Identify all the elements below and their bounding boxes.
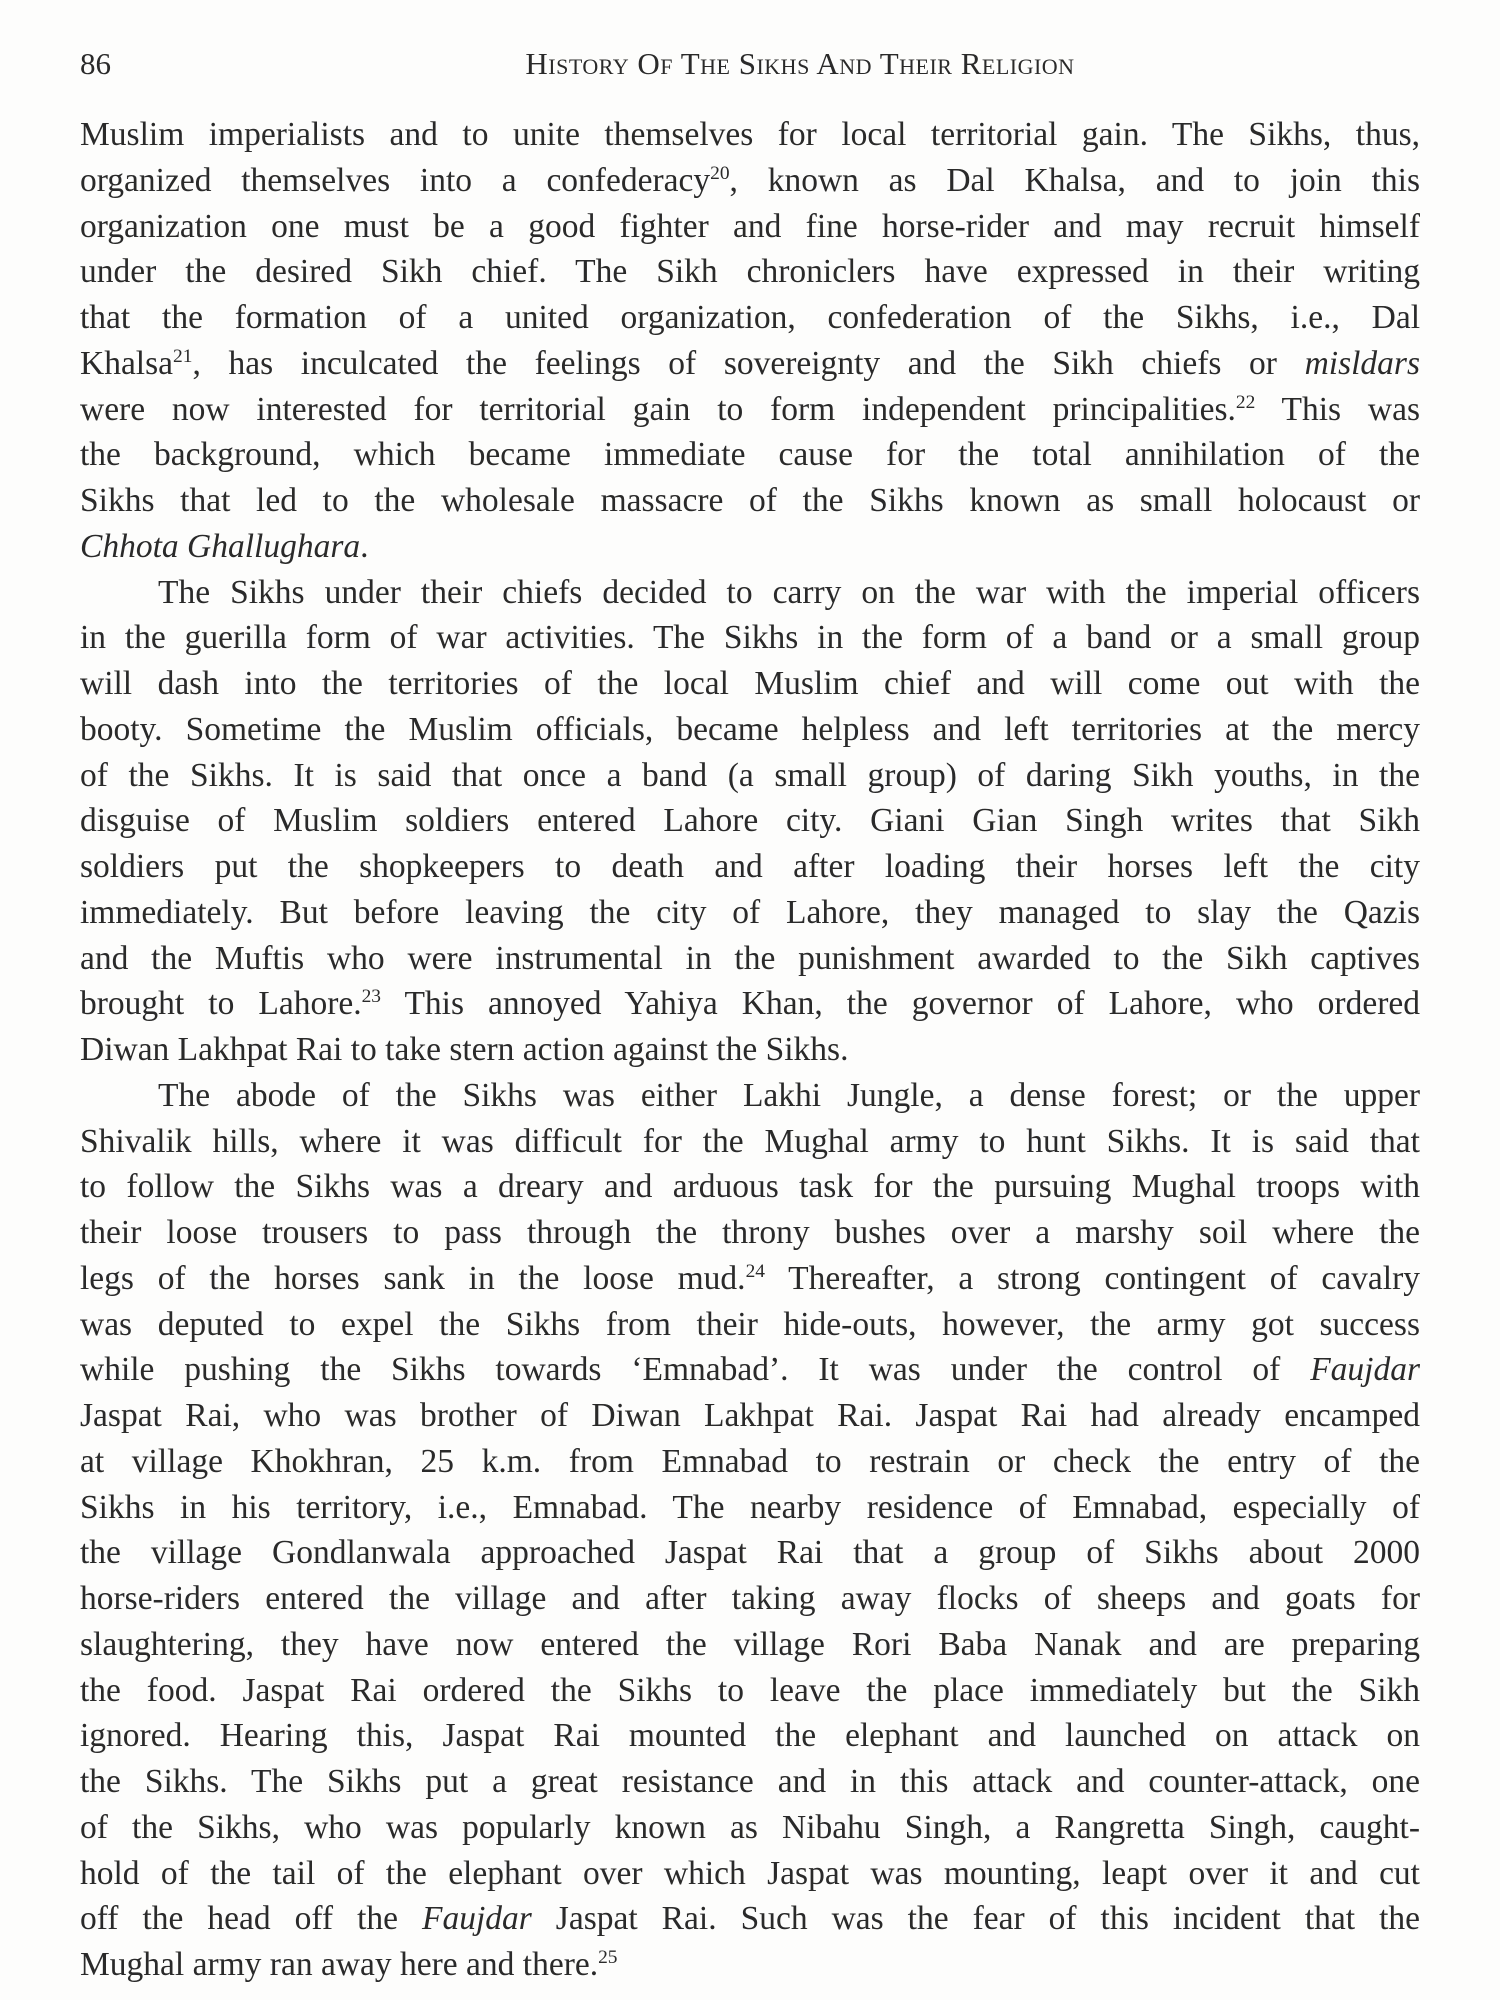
text-line: organization one must be a good fighter and fine horse-rider and may recruit himself [80,207,1420,245]
text-line: Sikhs in his territory, i.e., Emnabad. The nearby residence of Emnabad, especially of [80,1488,1420,1526]
text-line: ignored. Hearing this, Jaspat Rai mounted the elephant and launched on attack on [80,1717,1420,1755]
text-line: were now interested for territorial gain to form independent principalities.$^{22}$ This was [80,390,1420,428]
text-line: Shivalik hills, where it was difficult for the Mughal army to hunt Sikhs. It is said that [80,1122,1420,1160]
text-line: hold of the tail of the elephant over which Jaspat was mounting, leapt over it and cut [80,1854,1420,1892]
italic-term: Faujdar [422,1900,532,1938]
paragraph-3 [80,1073,1420,1988]
text-line: Muslim imperialists and to unite themselves for local territorial gain. The Sikhs, thus, [80,116,1420,153]
text-line: of the Sikhs, who was popularly known as Nibahu Singh, a Rangretta Singh, caught- [80,1808,1420,1846]
footnote-ref-25: 25 [598,1946,618,1968]
text-line: that the formation of a united organization, confederation of the Sikhs, i.e., Dal [80,299,1420,336]
text-line: to follow the Sikhs was a dreary and arduous task for the pursuing Mughal troops with [80,1168,1420,1206]
text-line: the Sikhs. The Sikhs put a great resistance and in this attack and counter-attack, one [80,1763,1420,1800]
text-line: Khalsa$^{21}$, has inculcated the feelings of sovereignty and the Sikh chiefs or misldars [80,344,1420,382]
page-number: 86 [80,46,111,81]
text-line: was deputed to expel the Sikhs from their hide-outs, however, the army got success [80,1305,1420,1343]
text-line: The Sikhs under their chiefs decided to carry on the war with the imperial officers [158,573,1420,611]
text-line: slaughtering, they have now entered the village Rori Baba Nanak and are preparing [80,1625,1420,1663]
footnote-ref-21: 21 [173,345,193,367]
italic-term: Faujdar [1310,1351,1420,1389]
text-line: legs of the horses sank in the loose mud.$^{24}$ Thereafter, a strong contingent of cavalry [80,1259,1420,1297]
text-line: brought to Lahore.$^{23}$ This annoyed Yahiya Khan, the governor of Lahore, who ordered [80,985,1420,1023]
text-line: horse-riders entered the village and after taking away flocks of sheeps and goats for [80,1580,1420,1617]
text-line: in the guerilla form of war activities. The Sikhs in the form of a band or a small group [80,619,1420,657]
text-line: and the Muftis who were instrumental in the punishment awarded to the Sikh captives [80,939,1420,977]
footnote-ref-22: 22 [1235,391,1256,413]
italic-term: Chhota Ghallughara [80,527,361,565]
text-line: Chhota Ghallughara. [80,527,369,565]
text-line: will dash into the territories of the local Muslim chief and will come out with the [80,665,1420,702]
running-title: History Of The Sikhs And Their Religion [525,46,1075,81]
text-line: organized themselves into a confederacy$^{20}$, known as Dal Khalsa, and to join this [80,161,1420,199]
text-line: Sikhs that led to the wholesale massacre of the Sikhs known as small holocaust or [80,482,1420,519]
text-line: off the head off the Faujdar Jaspat Rai. Such was the fear of this incident that the [80,1900,1420,1938]
body-text [80,112,1420,1988]
text-line: at village Khokhran, 25 k.m. from Emnabad to restrain or check the entry of the [80,1442,1420,1480]
text-line: Jaspat Rai, who was brother of Diwan Lakhpat Rai. Jaspat Rai had already encamped [80,1397,1420,1434]
footnote-ref-20: 20 [710,162,730,184]
text-line: while pushing the Sikhs towards ‘Emnabad’. It was under the control of Faujdar [80,1351,1420,1389]
text-line: The abode of the Sikhs was either Lakhi Jungle, a dense forest; or the upper [158,1076,1420,1114]
paragraph-2 [80,570,1420,1073]
text-line: Mughal army ran away here and there.$^{25}$ [80,1946,618,1983]
text-line: of the Sikhs. It is said that once a band (a small group) of daring Sikh youths, in the [80,756,1420,794]
footnote-ref-23: 23 [361,986,382,1008]
text-line: the village Gondlanwala approached Jaspat Rai that a group of Sikhs about 2000 [80,1534,1420,1572]
page-header [80,44,1420,88]
italic-term: misldars [1304,344,1420,382]
text-line: Diwan Lakhpat Rai to take stern action against the Sikhs. [80,1031,849,1068]
paragraph-1 [80,112,1420,570]
text-line: the background, which became immediate cause for the total annihilation of the [80,436,1420,474]
text-line: their loose trousers to pass through the throny bushes over a marshy soil where the [80,1214,1420,1251]
footnote-ref-24: 24 [745,1260,765,1282]
text-line: disguise of Muslim soldiers entered Lahore city. Giani Gian Singh writes that Sikh [80,802,1420,840]
text-line: soldiers put the shopkeepers to death and after loading their horses left the city [80,848,1420,885]
text-line: under the desired Sikh chief. The Sikh chroniclers have expressed in their writing [80,253,1420,291]
text-line: the food. Jaspat Rai ordered the Sikhs to leave the place immediately but the Sikh [80,1671,1420,1709]
text-line: booty. Sometime the Muslim officials, became helpless and left territories at the mercy [80,710,1420,748]
text-line: immediately. But before leaving the city of Lahore, they managed to slay the Qazis [80,893,1420,931]
